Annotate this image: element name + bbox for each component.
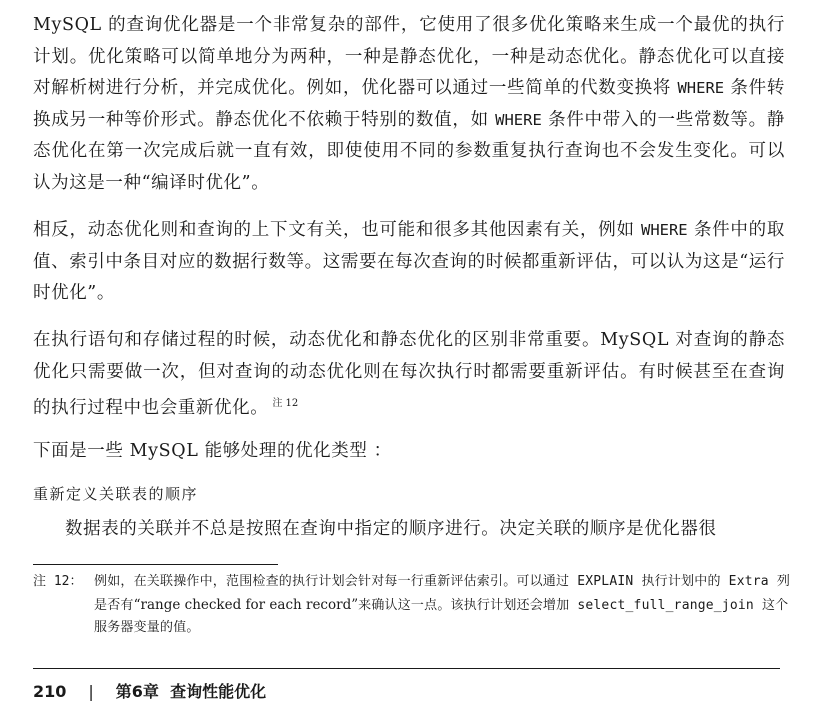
page-number: 210 — [33, 682, 67, 701]
paragraph-static-optimization — [33, 10, 785, 199]
paragraph-text: MySQL 的查询优化器是一个非常复杂的部件，它使用了很多优化策略来生成一个最优的执行计划。优化策略可以简单地分为两种，一种是静态优化，一种是动态优化。静态优化可以直接对解析树进行分析，并完成优化。例如，优化器可以通过一些简单的代数变换将 — [33, 15, 785, 98]
code-keyword-where: WHERE — [677, 79, 725, 97]
chapter-title: 查询性能优化 — [170, 682, 267, 701]
footnote-quote: “range checked for each record” — [133, 596, 359, 613]
footnote-text: 例如，在关联操作中，范围检查的执行计划会针对每一行重新评估索引。可以通过 EXPLAIN 执行计划中的 Extra 列是否有 — [94, 574, 791, 613]
subsection-paragraph: 数据表的关联并不总是按照在查询中指定的顺序进行。决定关联的顺序是优化器很 — [65, 519, 717, 539]
section-subheading: 重新定义关联表的顺序 — [33, 485, 199, 503]
paragraph-text: 条件中带入的一些常数等。静态优化在第一次完成后就一直有效，即使使用不同的参数重复执行查询也不会发生变化。可以认为这是一种“编译时优化”。 — [33, 109, 785, 193]
chapter-number: 第6章 — [115, 682, 159, 701]
paragraph-text: 条件中的取值、索引中条目对应的数据行数等。这需要在每次查询的时候都重新评估，可以认为这是“运行时优化”。 — [33, 220, 785, 303]
paragraph-text: 条件转换成另一种等价形式。静态优化不依赖于特别的数值，如 — [33, 78, 785, 130]
footer-divider — [33, 668, 780, 669]
footer-separator: | — [88, 682, 94, 701]
footnote-divider — [33, 564, 278, 565]
paragraph-stored-procedures — [33, 325, 785, 425]
paragraph-text: 在执行语句和存储过程的时候，动态优化和静态优化的区别非常重要。MySQL 对查询的静态优化只需要做一次，但对查询的动态优化则在每次执行时都需要重新评估。有时候甚至在查询的执行过程中也会重新优化。 — [33, 330, 785, 418]
paragraph-text: 下面是一些 MySQL 能够处理的优化类型 ： — [33, 441, 392, 461]
paragraph-optimization-types-intro — [33, 436, 785, 468]
code-keyword-where: WHERE — [640, 221, 688, 239]
footnote-text: 来确认这一点。该执行计划还会增加 select_full_range_join 这个服务器变量的值。 — [94, 597, 789, 635]
code-keyword-where: WHERE — [495, 110, 542, 129]
page-footer — [33, 679, 266, 702]
paragraph-dynamic-optimization — [33, 215, 785, 310]
footnote-body — [94, 571, 793, 640]
paragraph-text: 相反，动态优化则和查询的上下文有关，也可能和很多其他因素有关，例如 — [33, 220, 641, 240]
footnote-label: 注 12： — [33, 574, 83, 589]
footnote-reference: 注 12 — [272, 398, 299, 409]
footnote — [33, 571, 793, 640]
